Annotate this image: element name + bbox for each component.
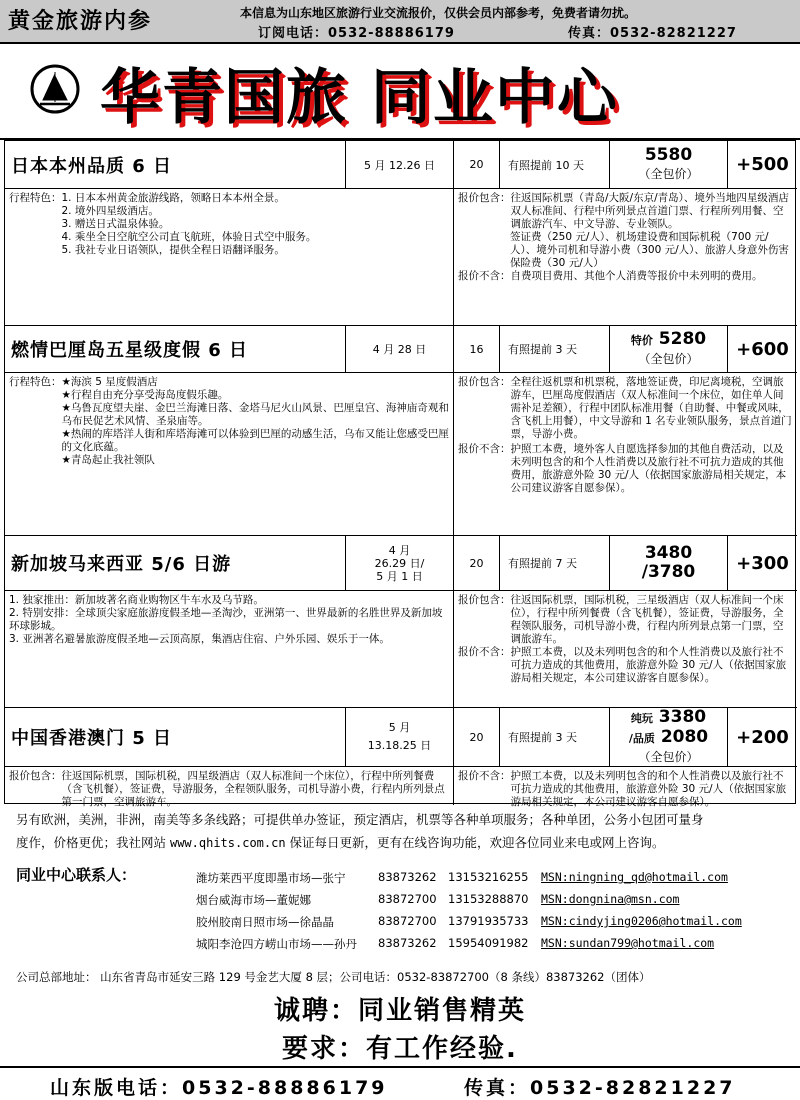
hiring-headline: 诚聘：同业销售精英 [273, 996, 526, 1026]
list-item: ★乌鲁瓦度望夫崖、金巴兰海滩日落、金塔马尼火山风景、巴厘皇宫、海神庙奇观和乌布民促艺术风情、圣泉庙等。 [61, 402, 449, 427]
price-note: （全包价） [638, 351, 699, 366]
price-tag: 特价 [630, 333, 653, 347]
price-tag: 纯玩 [630, 711, 653, 725]
list-item: ★青岛起止我社领队 [61, 454, 155, 466]
services-line-1: 另有欧洲，美洲，非洲，南美等多条线路；可提供单办签证，预定酒店，机票等各种单项服务；各种单团，公务小包团可量身 [16, 812, 704, 827]
departure-date-line: 13.18.25 日 [367, 739, 432, 752]
surcharge: +500 [736, 154, 789, 175]
product-name: 燃情巴厘岛五星级度假 6 日 [11, 340, 249, 361]
list-item: 1. 独家推出：新加坡著名商业购物区牛车水及乌节路。 [9, 594, 264, 606]
bottom-phone: 山东版电话：0532-88886179 [50, 1077, 388, 1099]
itinerary-features [5, 591, 453, 707]
visa-deadline: 有照提前 10 天 [508, 158, 584, 172]
list-item: 2. 特别安排：全球顶尖家庭旅游度假圣地—圣淘沙，亚洲第一、世界最新的名胜世界及新加坡环球影城。 [9, 607, 443, 632]
includes-text: 往返国际机票，国际机税，三星级酒店（双人标准间一个床位），行程中所列餐费（含飞机餐），签证费，导游服务，全程领队服务，司机导游小费，行程内所列景点第一门票，空调旅游车。 [510, 594, 784, 645]
contact-phone: 83873262 [378, 870, 437, 884]
excludes-text: 护照工本费，境外客人自愿选择参加的其他自费活动，以及未列明包含的和个人性消费以及旅行社不可抗力造成的其他费用，旅游意外险 30 元/人（依据国家旅游局相关规定，本公司建议游客自愿参保）。 [510, 443, 787, 494]
surcharge: +600 [736, 338, 789, 360]
price-includes [5, 767, 453, 808]
visa-deadline: 有照提前 3 天 [508, 343, 577, 356]
product-row-hongkong [5, 707, 797, 767]
excludes-text: 护照工本费，以及未列明包含的和个人性消费以及旅行社不可抗力造成的其他费用，旅游意外险 30 元/人（依据国家旅游局相关规定，本公司建议游客自愿参保）。 [510, 646, 787, 684]
departure-date: 4 月 28 日 [372, 343, 427, 356]
product-details-japan [5, 189, 797, 325]
contact-phone: 83872700 [378, 914, 437, 928]
features-label: 行程特色： [9, 192, 62, 204]
hiring-requirement: 要求：有工作经验. [282, 1034, 518, 1064]
price: 5580 （全包价） [638, 146, 698, 184]
website-link[interactable]: www.qhits.com.cn [169, 836, 286, 850]
excludes-label: 报价不含： [458, 443, 511, 455]
excludes-label: 报价不含： [458, 270, 511, 282]
contact-mobile: 13153216255 [448, 870, 529, 884]
features-label: 行程特色： [9, 376, 62, 388]
product-table [4, 140, 796, 808]
itinerary-features [5, 373, 453, 535]
includes-label: 报价包含： [458, 192, 511, 204]
product-row-bali [5, 325, 797, 373]
top-bar [0, 0, 800, 44]
page-title: 华青国旅 同业中心 [100, 63, 619, 133]
includes-label: 报价包含： [458, 594, 511, 606]
visa-deadline: 有照提前 7 天 [508, 557, 577, 570]
excludes-text: 护照工本费，以及未列明包含的和个人性消费以及旅行社不可抗力造成的其他费用，旅游意外险 30 元/人（依据国家旅游局相关规定，本公司建议游客自愿参保）。 [510, 770, 787, 808]
itinerary-features [5, 189, 453, 325]
bottom-bar [0, 1066, 800, 1100]
company-address: 公司总部地址： 山东省青岛市延安三路 129 号金艺大厦 8 层；公司电话：0532-83872700（8 条线）83873262（团体） [16, 970, 651, 984]
price-line: 3480 [644, 543, 693, 563]
excludes-label: 报价不含： [458, 770, 511, 782]
contact-name: 潍坊莱西平度即墨市场—张宁 [196, 871, 346, 885]
includes-text: 往返国际机票，国际机税，四星级酒店（双人标准间一个床位），行程中所列餐费（含飞机餐），签证费，导游服务，全程领队服务，司机导游小费，行程内所列景点第一门票，空调旅游车。 [61, 770, 445, 808]
contact-mobile: 15954091982 [448, 936, 529, 950]
product-name: 日本本州品质 6 日 [11, 155, 173, 177]
contact-phone: 83872700 [378, 892, 437, 906]
sailboat-logo-icon [30, 64, 80, 114]
subscription-phone: 订阅电话：0532-88886179 [258, 26, 455, 41]
top-fax: 传真：0532-82821227 [568, 26, 737, 41]
list-item: 3. 赠送日式温泉体验。 [61, 218, 170, 230]
price-line: /3780 [641, 562, 696, 582]
product-details-hongkong [5, 767, 797, 808]
page-header [0, 46, 800, 140]
bottom-fax: 传真：0532-82821227 [464, 1077, 736, 1099]
price-excludes [453, 767, 797, 808]
price-note: （全包价） [638, 166, 699, 181]
price-tag: /品质 [628, 731, 655, 745]
list-item: 1. 日本本州黄金旅游线路，领略日本本州全景。 [61, 192, 285, 204]
includes-fees-text: 签证费（250 元/人）、机场建设费和国际机税（700 元/人）、境外司机和导游小费（300 元/人）、旅游人身意外伤害保险费（30 元/人） [510, 231, 789, 269]
product-row-singapore [5, 535, 797, 591]
contact-msn[interactable]: MSN:sundan799@hotmail.com [541, 936, 715, 950]
contact-msn[interactable]: MSN:dongnina@msn.com [541, 892, 680, 906]
price-note: （全包价） [638, 749, 699, 764]
contact-mobile: 13791935733 [448, 914, 529, 928]
departure-date: 5 月 12.26 日 [364, 158, 435, 172]
product-name: 中国香港澳门 5 日 [11, 728, 173, 749]
contact-phone: 83873262 [378, 936, 437, 950]
services-note [16, 808, 786, 855]
contact-name: 城阳李沧四方崂山市场——孙丹 [196, 937, 357, 951]
surcharge: +300 [736, 552, 789, 574]
price-terms [453, 591, 797, 707]
seat-count: 20 [469, 158, 484, 171]
product-details-bali [5, 373, 797, 535]
list-item: 5. 我社专业日语领队，提供全程日语翻译服务。 [61, 244, 285, 256]
disclaimer-note: 本信息为山东地区旅游行业交流报价，仅供会员内部参考，免费者请勿扰。 [240, 6, 637, 20]
contacts-title: 同业中心联系人： [16, 866, 137, 884]
list-item: ★海滨 5 星度假酒店 [61, 376, 158, 388]
price-terms [453, 373, 797, 535]
departure-date-line: 5 月 1 日 [376, 569, 423, 583]
price-line: 纯玩 3380 [630, 706, 707, 727]
seat-count: 20 [469, 730, 484, 744]
list-item: ★行程自由充分享受海岛度假乐趣。 [61, 389, 229, 401]
product-details-singapore [5, 591, 797, 707]
seat-count: 16 [469, 342, 484, 356]
excludes-text: 自费项目费用、其他个人消费等报价中未列明的费用。 [510, 270, 763, 282]
includes-label: 报价包含： [9, 770, 62, 782]
seat-count: 20 [469, 556, 484, 570]
contact-name: 胶州胶南日照市场—徐晶晶 [196, 915, 334, 929]
departure-date-line: 5 月 [388, 721, 411, 734]
departure-date-line: 26.29 日/ [374, 556, 425, 570]
surcharge: +200 [736, 726, 789, 748]
contact-mobile: 13153288870 [448, 892, 529, 906]
includes-label: 报价包含： [458, 376, 511, 388]
price: 特价 5280 （全包价） [631, 330, 706, 369]
excludes-label: 报价不含： [458, 646, 511, 658]
list-item: 3. 亚洲著名避暑旅游度假圣地—云顶高原，集酒店住宿、户外乐园、娱乐于一体。 [9, 633, 390, 645]
list-item: 4. 乘坐全日空航空公司直飞航班，体验日式空中服务。 [61, 231, 317, 243]
visa-deadline: 有照提前 3 天 [508, 731, 577, 744]
price-terms [453, 189, 797, 325]
contact-msn[interactable]: MSN:cindyjing0206@hotmail.com [541, 914, 742, 928]
product-row-japan [5, 141, 797, 189]
includes-text: 往返国际机票（青岛/大阪/东京/青岛）、境外当地四星级酒店双人标准间、行程中所列景点首道门票、行程所列用餐、空调旅游汽车、中文导游、专业领队。 [510, 192, 789, 230]
price-line: /品质 2080 [628, 726, 709, 747]
services-line-2: 度作，价格更优；我社网站 www.qhits.com.cn 保证每日更新，更有在线咨询功能，欢迎各位同业来电或网上咨询。 [16, 835, 665, 850]
list-item: 2. 境外四星级酒店。 [61, 205, 159, 217]
list-item: ★热闹的库塔洋人街和库塔海滩可以体验到巴厘的动感生活，乌布又能让您感受巴厘的文化底蕴。 [61, 428, 449, 453]
contact-name: 烟台威海市场—董妮娜 [196, 893, 311, 907]
product-name: 新加坡马来西亚 5/6 日游 [11, 554, 232, 575]
contact-msn[interactable]: MSN:ningning_qd@hotmail.com [541, 870, 728, 884]
publication-brand: 黄金旅游内参 [8, 9, 153, 34]
departure-date-line: 4 月 [388, 543, 411, 557]
includes-text: 全程往返机票和机票税，落地签证费，印尼离境税，空调旅游车，巴厘岛度假酒店（双人标准间一个床位，如住单人间需补足差额），行程中团队标准用餐（自助餐、中餐或风味，含飞机上用餐），中文导游和 1 名专业领队服务，景点首道门票，导游小费。 [510, 376, 792, 440]
